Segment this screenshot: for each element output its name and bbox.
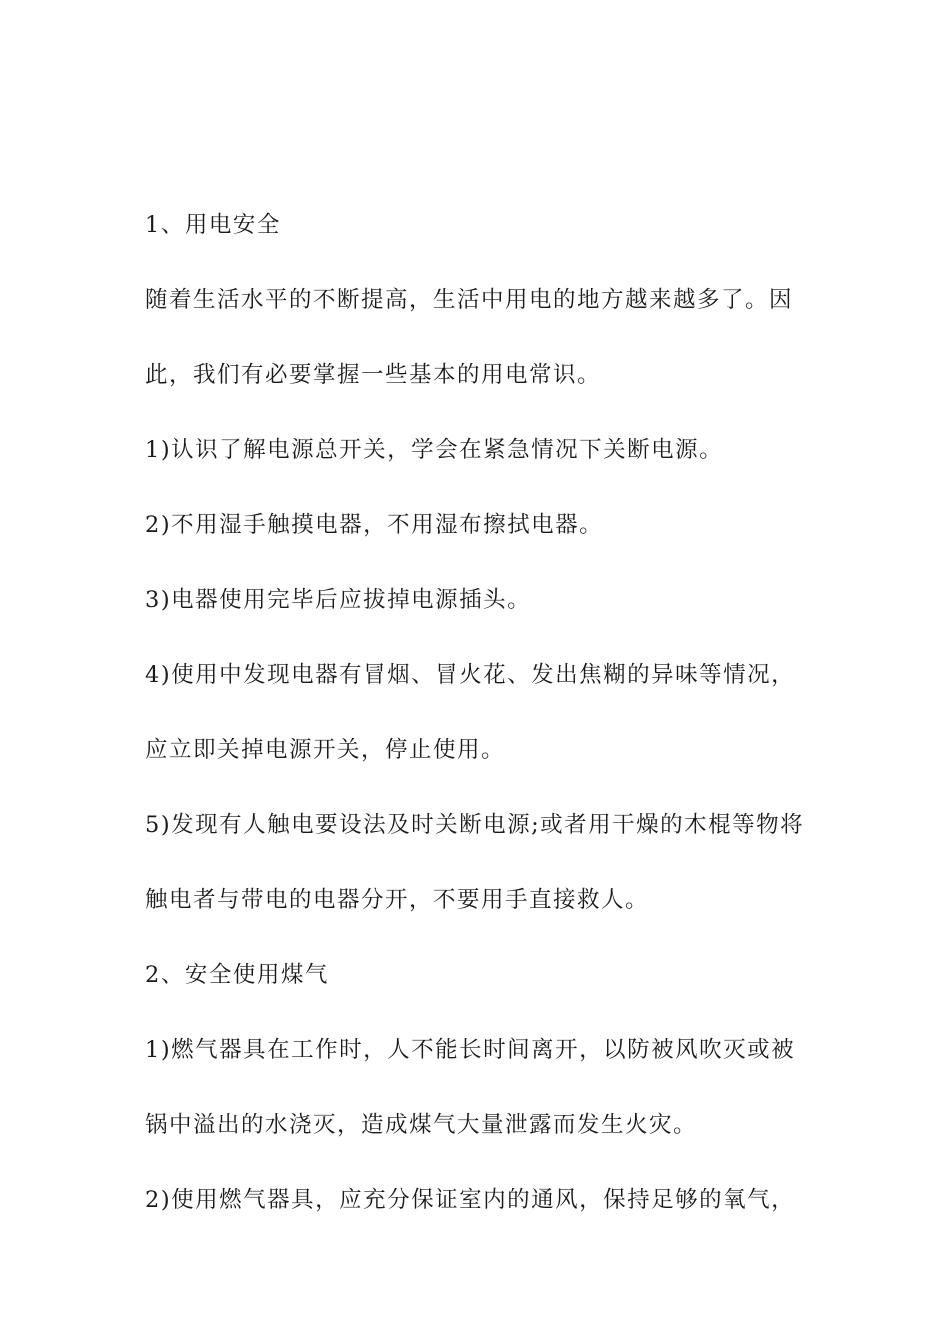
list-item-line: 锅中溢出的水浇灭，造成煤气大量泄露而发生火灾。	[145, 1112, 698, 1138]
paragraph-line: 此，我们有必要掌握一些基本的用电常识。	[145, 362, 602, 388]
list-item-line: 1)认识了解电源总开关，学会在紧急情况下关断电源。	[145, 437, 724, 463]
list-item-line: 3)电器使用完毕后应拔掉电源插头。	[145, 587, 532, 613]
list-item-line: 2)不用湿手触摸电器，不用湿布擦拭电器。	[145, 512, 604, 538]
paragraph-line: 随着生活水平的不断提高，生活中用电的地方越来越多了。因	[145, 287, 794, 313]
list-item-line: 1)燃气器具在工作时，人不能长时间离开，以防被风吹灭或被	[145, 1037, 796, 1063]
list-item-line: 应立即关掉电源开关，停止使用。	[145, 737, 506, 763]
section-heading-electrical-safety: 1、用电安全	[145, 212, 281, 238]
section-heading-gas-safety: 2、安全使用煤气	[145, 962, 329, 988]
list-item-line: 4)使用中发现电器有冒烟、冒火花、发出焦糊的异味等情况，	[145, 662, 796, 688]
list-item-line: 5)发现有人触电要设法及时关断电源;或者用干燥的木棍等物将	[145, 812, 805, 838]
list-item-line: 触电者与带电的电器分开，不要用手直接救人。	[145, 887, 650, 913]
list-item-line: 2)使用燃气器具，应充分保证室内的通风，保持足够的氧气，	[145, 1187, 796, 1213]
